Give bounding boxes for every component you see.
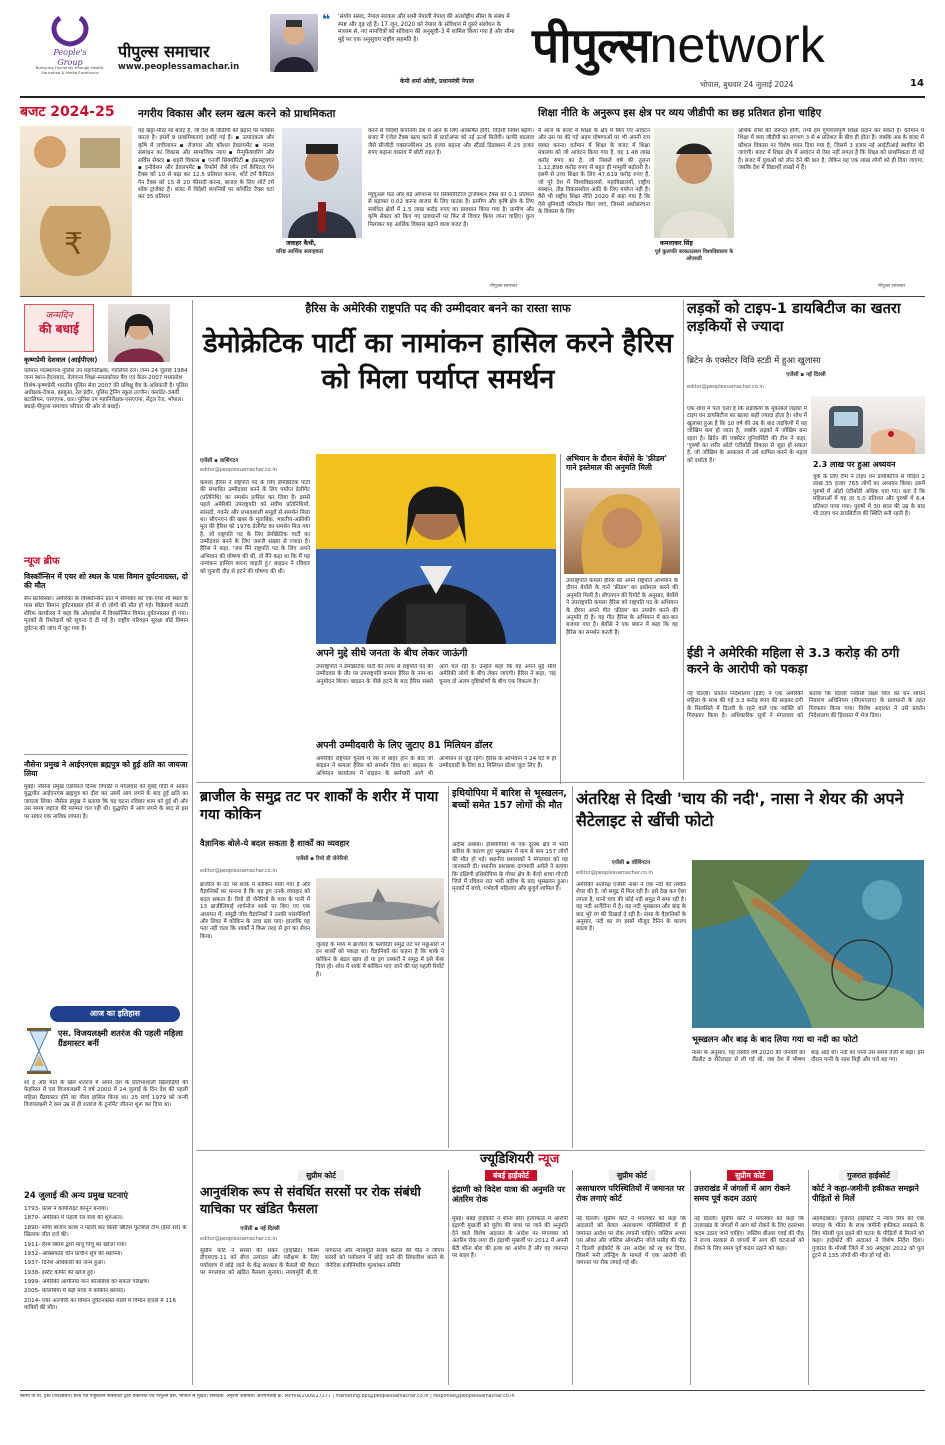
harris-sub-2-body: अमेरिकी राष्ट्रपति चुनाव में रेस से बाहर होने के बाद जो बाइडन ने कमला हैरिस को समर्थन दिया था। बाइडन के अभियान कार्यालय में बाइडन के कर्मचारी आगे भी अभियान से जुड़े रहेंगे। हैरिस के अभियान ने 24 घंटे में ही उम्मीदवारी के लिए 81 मिलियन डॉलर जुटा लिए हैं। [316, 756, 556, 777]
harris-kicker: हैरिस के अमेरिकी राष्ट्रपति पद की उम्मीदवार बनने का रास्ता साफ [305, 302, 571, 315]
brazil-body-1: ब्राजील के तट पर शार्क में कोकिन पाया गया है और वैज्ञानिकों का मानना है कि यह ड्रग उनके व्यवहार को बदल सकता है। रियो डी जेनेरियो के पास के पानी में 13 ब्राजीलियाई शार्पनोज शार्क पर किए गए एक अध्ययन में, समुद्री जीव वैज्ञानिकों ने उनकी मांसपेशियों और लिवर में कोकिन के उच्च स्तर पाए। हालांकि यह पता नहीं चला कि शार्कों ने किस तरह से ड्रग का सेवन किया। [200, 882, 310, 940]
paper-url[interactable]: www.peoplessamachar.in [118, 62, 240, 72]
beyonce-body: उपराष्ट्रपति कमला हैरिस को अपने राष्ट्रपति अभियान के दौरान बेयोंसे के गाने 'फ्रीडम' का इस्तेमाल करने की अनुमति मिली है। सीएनएन की रिपोर्ट के अनुसार, बेयोंसे ने उपराष्ट्रपति कमला हैरिस को राष्ट्रपति पद के अभियान के दौरान अपने गीत 'फ्रीडम' का उपयोग करने की अनुमति दी है। यह गीत हैरिस के अभियान में बार-बार बजाया गया है। बेयोंसे ने एक बयान में कहा कि वह हैरिस का समर्थन करती हैं। [566, 578, 678, 636]
gujarat-body: अहमदाबाद। गुजरात हाईकोर्ट ने न्याय मित्र को एक सप्ताह के भीतर के साथ जमीनी हकीकत समझने के लिए मोरबी पुल ढहने की घटना के पीड़ितों से मिलने को कहा। हाईकोर्ट की अदालत ने विशेष निर्देश दिया। गुजरात के मोरबी जिले में 30 अक्टूबर 2022 को पुल टूटने से 135 लोगों की मौत हो गई थी। [812, 1216, 924, 1259]
gujarat-headline: कोर्ट ने कहा-जमीनी हकीकत समझने पीड़ितों से मिलें [812, 1184, 919, 1203]
group-name: People's Group [53, 48, 87, 67]
glucose-meter-icon [811, 396, 925, 454]
harris-body: कमला हैरिस ने राष्ट्रपति पद के लिए डेमोक्रेटिक पार्टी की संभावित उम्मीदवार बनने के लिए पर्याप्त डेलीगेट (प्रतिनिधि) का समर्थन हासिल कर लिया है। इससे पहले अमेरिकी उपराष्ट्रपति को संघीय प्रतिनिधियों, सांसदों, गवर्नर और प्रभावशाली समूहों से समर्थन मिला था। सीएनएन की खबर के मुताबिक, भारतीय-अफ्रीकी मूल की हैरिस को 1976 डेलीगेट का समर्थन मिल गया है, जो राष्ट्रपति पद के लिए डेमोक्रेटिक पार्टी का उम्मीदवार बनने के लिए जरूरी संख्या से ज्यादा है। हैरिस ने कहा, 'जब मैंने राष्ट्रपति पद के लिए अपने अभियान की घोषणा की थी, तो मैंने कहा था कि मैं यह नामांकन हासिल करना चाहती हूं।' बाइडन ने रविवार को चुनावी दौड़ से हटने की घोषणा की थी। [200, 480, 310, 575]
budget-body-1: यह खट्टा-मीठा सा बजट है, जो देश के जीडीपी को बढ़ाने पर फोकस करता है। इसमें 9 प्राथमिकताएं दर्शाई गई हैं। ▪ उत्पादकता और कृषि में लचीलापन ▪ रोजगार और कौशल डेवलपमेंट ▪ मानव संसाधन का विकास और सामाजिक न्याय ▪ मैन्युफैक्चरिंग और सर्विस सेक्टर ▪ शहरी विकास ▪ एनर्जी सिक्योरिटी ▪ इंफ्रास्ट्रक्चर ▪ इनोवेशन और डेवलपमेंट ▪ रिफॉर्म जैसे लोन टर्म कैपिटल गेन टैक्स को 10 से बढ़ा कर 12.5 प्रतिशत करना, शॉर्ट टर्म कैपिटल गेन टैक्स को 15 से 20 फीसदी करना, बाजार के लिए शॉर्ट टर्म शॉक ट्रांजेक्ट है। बजट में विदेशी कंपनियों पर कॉर्पोरेट टैक्स घटा कर 35 प्रतिशत [138, 128, 274, 201]
history-event: 2005- कोलंबिया मैं बड़ी मात्रा में कोकीन बरामद। [24, 1288, 126, 1295]
news-brief-divider [24, 754, 188, 755]
budget-body-2: करने से विदेशी कंपनियां देश में आने के लिए आकर्षित होंगी, विदेशी निवेश बढ़ेगा। बजट में एंजेल टैक्स खत्म करने से स्टार्टअप्स को नई ऊर्जा मिलेगी। काफी बदलाव जैसे सीजीटी एक्सप्लोरेशन 25 हजार बढ़ाना और स्टैंडर्ड डिडक्शन में 25 हजार रुपए बढ़ाना वास्तव में छोटी राहत है। [368, 128, 534, 157]
sc1-headline: आनुवंशिक रूप से संवर्धित सरसों पर रोक संबंधी याचिका पर खंडित फैसला [200, 1184, 421, 1216]
education-body-1: मैं आज के बजट में शिक्षा के क्षेत्र में किए गए आवंटन और उस पर की गई अहम घोषणाओं पर भी अपनी राय व्यक्त करना। वर्तमान में शिक्षा के बजट में शिक्षा मंत्रालय को जो आवंटन किया गया है, वह 1.48 लाख करोड़ रुपए का है, जो पिछले वर्ष की तुलना 1,12,898 करोड़ रुपए से बहुत ही मामूली बढ़ोतरी है। इसमें से उच्च शिक्षा के लिए 47,619 करोड़ रुपए है, जो पूरे देश में विश्वविद्यालयों, महाविद्यालयों, राष्ट्रीय संस्थान, तीव्र विकासशील आदि के लिए पर्याप्त नहीं है। वैसे भी राष्ट्रीय शिक्षा नीति 2020 में कहा गया है कि ऐसे बुनियादी परिवर्तन किए जाएं, जिससे अधोसंरचना के विकास के लिए [538, 128, 650, 216]
judiciary-label [480, 1152, 559, 1168]
news-brief-headline-2: नौसेना प्रमुख ने आईएनएस ब्रह्मपुत्र को हुई क्षति का जायजा लिया [24, 760, 188, 779]
budget-author-name: जवाहर कैथी, [286, 240, 317, 247]
sc2-tag [576, 1170, 688, 1181]
history-event: 2014- एयर अल्जीरी का विमान दुर्घटनाग्रस्त माली में विमान हादसे में 116 यात्रियों की मौत। [24, 1297, 177, 1312]
brazil-email[interactable]: editor@peoplessamachar.co.in [200, 868, 277, 874]
pm-photo [270, 14, 318, 72]
brazil-deck: वैज्ञानिक बोले-ये बदल सकता है शार्कों का व्यवहार [200, 838, 350, 848]
sc2-story [576, 1170, 688, 1385]
harris-email[interactable]: editor@peoplessamachar.co.in [200, 467, 277, 473]
news-brief-body-1: सैन फ्रांसिस्को। अमेरिका के विस्कॉन्सिन प्रांत में सोमवार को एक एयर शो स्थल के पास छोटा विमान दुर्घटनाग्रस्त होने से दो लोगों की मौत हो गई। विन्नेबागो काउंटी शेरिफ कार्यालय ने कहा कि ओशकोश में विस्कॉन्सिन विमान दुर्घटनाग्रस्त हो गया। मृतकों के रिश्तेदारों को सूचना दे दी गई है। राष्ट्रीय परिवहन सुरक्षा बोर्ड विमान दुर्घटना की जांच में जुट गया है। [24, 596, 188, 632]
person-photo-icon [654, 128, 734, 238]
ethiopia-headline: इथियोपिया में बारिश से भूस्खलन, बच्चों समेत 157 लोगों की मौत [452, 788, 567, 812]
satellite-river-icon [692, 860, 924, 1028]
history-events-title: 24 जुलाई की अन्य प्रमुख घटनाएं [24, 1190, 128, 1200]
mid-divider [196, 782, 925, 783]
dateline: भोपाल, बुधवार 24 जुलाई 2024 [700, 80, 794, 89]
history-event: 1937- दिनेश अधिकारी का जन्म हुआ। [24, 1260, 105, 1267]
budget-author-role: वरिष्ठ आर्थिक सलाहकार [276, 249, 324, 255]
history-label: आज का इतिहास [50, 1006, 180, 1022]
brazil-story [196, 786, 446, 1146]
history-event: 1890- सोवा बाजार बलब ने पहली बार किसी ब्रिटिश फुटबॉल टीम (ईस्ट सरे) के खिलाफ जीत दर्ज की। [24, 1224, 187, 1239]
network-title [532, 14, 825, 77]
nasa-email[interactable]: editor@peoplessamachar.co.in [576, 870, 653, 876]
budget-body-3: म्यूचुअल फंड और बड़े ऑप्शन्स पर सिक्योरिटीज ट्रांजेक्शन टैक्स को 0.1 प्रतिशत से बढ़ाकर 0.02 करना बाजार के लिए घातक है। ग्रामीण और कृषि क्षेत्र के लिए संबंधित क्षेत्रों में 1.5 लाख करोड़ रुपए का प्रावधान किया गया है। ग्रामीण और कृषि सेक्टर को किए गए प्रावधानों पर फिर से विचार किया जाना चाहिए। कुल मिलाकर यह आर्थिक विकास बढ़ाने वाला बजट है। [368, 192, 534, 228]
birthday-name: कृष्णप्रेमी देशवाल (आईपीएस) [24, 356, 98, 364]
footer-text: स्वामी पी.पी. ट्रस्ट (फाउंडेशन) हेल्थ एंड एजुकेशन सोसायटी द्वारा प्रकाशित एवं पीपुल्स प्रेस, भोपाल से मुद्रित। संपादक: अनुराग अग्रवाल। आरएनआई क्र. MPHIN/2009/27277 | marketing.bpl@peoplessamachar.co.in | response@peoplessamachar.co.in [20, 1394, 515, 1399]
sc2-tag-label: सुप्रीम कोर्ट [609, 1170, 655, 1181]
harris-story [196, 300, 680, 780]
history-body: शा ह और मात के खेल शतरंज में अपने देश के प्रतिभाशाली खिलाड़ियों की फेहरिस्त में एस विजयलक्ष्मी ने वर्ष 2000 में 24 जुलाई के दिन देश की पहली महिला ग्रैंडमास्टर होने का गौरव हासिल किया था। 25 मार्च 1979 को जन्मी विजयलक्ष्मी ने कम उम्र से ही शतरंज के टूर्नामेंट जीतना शुरू कर दिया था। [24, 1080, 188, 1109]
person-photo-icon [282, 128, 362, 238]
sc1-tag [196, 1170, 446, 1181]
person-photo-icon [270, 14, 318, 72]
diabetes-photo [811, 396, 925, 454]
history-event: 1793- फ्रांस ने कॉपीराइट कानून बनाया। [24, 1206, 108, 1212]
sc3-body: नई दिल्ली। सुप्रीम कोर्ट ने मंगलवार को कहा कि उत्तराखंड के जंगलों में आग को रोकने के लिए हरसंभव कदम उठाए जाने चाहिए। जस्टिस बीआर गवई की पीठ ने राज्य सरकार से जंगलों में आग की घटनाओं को रोकने के लिए समय पूर्व कदम उठाने को कहा। [694, 1216, 804, 1252]
history-event: 1932- ऑक्सफोर्ड चीन प्राचीन सूत्र की स्थापना। [24, 1250, 123, 1257]
masthead [0, 0, 945, 110]
shark-icon [316, 878, 444, 938]
history-box [20, 1002, 188, 1382]
news-brief-label: न्यूज ब्रीफ [24, 556, 60, 567]
budget-illustration [20, 126, 132, 296]
gujarat-tag [812, 1170, 925, 1181]
person-photo-icon [108, 304, 170, 362]
harris-sub-2: अपनी उम्मीदवारी के लिए जुटाए 81 मिलियन डॉलर [316, 740, 493, 751]
birthday-details: वर्तमान पदस्थापना-पुलिस उप महानिरीक्षक, ग्वालियर रेंज। जन्म-24 जुलाई 1984 जन्म स्थान-हैदराबाद, तेलंगाना शिक्षा-स्नातकोत्तर बैच एवं कैडर-2007 मध्यप्रदेश विशेष-कृष्णप्रेमी भारतीय पुलिस सेवा 2007 की प्रशिक्षु बैच के अधिकारी हैं। पुलिस अधीक्षक-देवास, झाबुआ, रेल इंदौर, पुलिस ट्रेनिंग स्कूल उज्जैन। कमांडेंट-34वीं बटालियन, एसएएफ, धार। पुलिस उप महानिरीक्षक-एसएएफ, सेंट्रल रेंज, भोपाल। बधाई-पीपुल्स समाचार परिवार की ओर से बधाई। [24, 368, 188, 411]
gujarat-story [812, 1170, 925, 1385]
footer-divider [20, 1390, 925, 1391]
birthday-title [24, 304, 94, 352]
news-brief [20, 556, 188, 996]
nasa-story [576, 786, 925, 1146]
education-credit: पीपुल्स समाचार [878, 284, 906, 289]
shark-photo [316, 878, 444, 938]
sc1-byline: एजेंसी ▪ नई दिल्ली [240, 1226, 280, 1232]
bombay-story [452, 1170, 570, 1385]
budget-divider [20, 296, 925, 297]
diabetes-sub-body: यूके के लिए टीम ने टाइप वन डायबिटीज से पीड़ित 2 लाख 35 हजार 765 लोगों का अध्ययन किया। इसमें पुरुषों में ऑटो एंटीबॉडी अधिक पाए गए। बता दें कि महिलाओं में यह दर 5.0 प्रतिशत और पुरुषों में 6.4 प्रतिशत पाया गया। पुरुषों में 30 साल की उम्र के बाद भी टाइप वन डायबिटीज की स्थिति बनी रहती है। [813, 474, 925, 517]
harris-byline: एजेंसी ▪ वाशिंगटन [200, 458, 239, 464]
brazil-byline: एजेंसी ▪ रियो डी जेनेरियो [296, 856, 348, 862]
sc2-divider [572, 1170, 573, 1385]
diabetes-byline: एजेंसी ▪ नई दिल्ली [786, 372, 826, 378]
history-events-list [24, 1206, 188, 1382]
history-event: 1911- हैरम बिंघम द्वारा माचू पिचू का खोजा गया। [24, 1241, 127, 1248]
harris-photo [316, 454, 556, 644]
center-right-divider [683, 300, 684, 780]
sc1-tag-label: सुप्रीम कोर्ट [298, 1170, 344, 1181]
budget-author-photo [282, 128, 362, 238]
history-event: 1999- अमेरिकी आर्मेनिया यान कोलंबिया का सफल परीक्षण। [24, 1279, 150, 1285]
birthday-title-top: जन्मदिन [45, 311, 73, 321]
group-tagline: Nurturing Humanity through Health, Education & Media Excellence [35, 65, 105, 75]
education-author-role: पूर्व कुलपति बरकतउल्ला विश्वविद्यालय के ओएसडी [654, 249, 734, 262]
nasa-body: अमेरिकी अंतरिक्ष एजेंसी नासा ने एक नदी की तस्वीर शेयर की है, जो समुद्र में मिल रही है। इसे देख कर ऐसा लगता है, मानो चाय की कोई नदी समुद्र में समा रही है। यह नदी अर्जेंटीना में है। यह नदी भूस्खलन और बाढ़ के बाद भूरे रंग की दिखाई दे रही है। नासा के वैज्ञानिकों के अनुसार, नदी का रंग इसमें मौजूद टैनिन के कारण बदला है। [576, 882, 686, 933]
peoples-group-logo [40, 14, 100, 67]
bombay-headline: इंद्राणी को विदेश यात्रा की अनुमति पर अंतरिम रोक [452, 1184, 566, 1205]
ed-headline: ईडी ने अमेरिकी महिला से 3.3 करोड़ की ठगी करने के आरोपी को पकड़ा [687, 645, 900, 677]
sc2-headline: असाधारण परिस्थितियों में जमानत पर रोक लगाएं कोर्ट [576, 1184, 685, 1203]
sc3-tag-label: सुप्रीम कोर्ट [727, 1170, 773, 1181]
education-section [538, 100, 925, 295]
nasa-body-2: नासा के अनुसार, यह तस्वीर वर्ष 2020 की जनवरी को लैंडसैट 8 सैटेलाइट से ली गई थी, जब देश में भीषण बाढ़ आई थी। नदी का पानी उस समय तेजी से बढ़ा। इस दौरान पानी के साथ मिट्टी और पत्ते बह गए। [692, 1050, 924, 1064]
svg-text:₹: ₹ [64, 227, 84, 262]
education-author-photo [654, 128, 734, 238]
bombay-body: मुंबई। बंबई हाईकोर्ट ने शीना बोरा हत्याकांड में आरोपी इंद्राणी मुखर्जी को यूरोप की यात्रा पर जाने की अनुमति देने वाले विशेष अदालत के आदेश पर मंगलवार को अंतरिम रोक लगा दी। इंद्राणी मुखर्जी पर 2012 में अपनी बेटी शीना बोरा की हत्या का आरोप है और वह जमानत पर बाहर है। [452, 1216, 568, 1259]
sc1-body: सुप्रीम कोर्ट ने सरसों की संकर (हाइब्रिड) किस्म डीएमएच-11 को बीज उत्पादन और परीक्षण के लिए पर्यावरण में छोड़े जाने के केंद्र सरकार के फैसले की वैधता पर मंगलवार को खंडित फैसला सुनाया। न्यायमूर्ति बी.वी. नागरत्ना और न्यायमूर्ति संजय करोल की पीठ ने जीएम सरसों को पर्यावरण में छोड़े जाने की सिफारिश करने के जेनेटिक इंजीनियरिंग मूल्यांकन समिति [200, 1248, 444, 1277]
sc1-story [196, 1170, 446, 1385]
education-headline: शिक्षा नीति के अनुरूप इस क्षेत्र पर व्यय जीडीपी का छह प्रतिशत होना चाहिए [538, 108, 822, 119]
bombay-divider [448, 1170, 449, 1385]
budget-badge: बजट 2024-25 [20, 104, 115, 120]
paper-name: पीपुल्स समाचार [118, 42, 210, 61]
birthday-title-bottom: की बधाई [39, 322, 79, 337]
pm-quote: 'संयोग संसद, नेपाल सरकार और सभी नेपाली नेपाल की अंतर्राष्ट्रीय सीमा के संबंध में स्पष्ट और दृढ़ रहे हैं। 17 जून, 2020 को नेपाल के संविधान में दूसरे संशोधन के माध्यम से, नए मानचित्रों को संविधान की अनुसूची-3 में शामिल किया गया है और सीमा मुद्दे पर एक अनुसूचय राष्ट्रीय सहमति है। [338, 14, 515, 44]
harris-sub-1-body: उपराष्ट्रपति ने डेमोक्रेटिक पार्टी की तरफ से राष्ट्रपति पद की उम्मीदवार के तौर पर उपराष्ट्रपति कमला हैरिस के नाम का अनुमोदन किया। बाइडन के पीछे हटने के बाद हैरिस सबसे आगे चल रही हैं। उन्होंने कहा कि वह अपने मुद्दे सीधे अमेरिकी लोगों के बीच लेकर जाएंगी। हैरिस ने कहा, 'यह चुनाव दो अलग दृष्टिकोणों के बीच एक विकल्प है।' [316, 664, 556, 685]
nasa-byline: एजेंसी ▪ वॉशिंगटन [611, 860, 651, 866]
birthday-photo [108, 304, 170, 362]
ed-story [687, 645, 925, 780]
left-column-divider [192, 300, 193, 1385]
network-title-en: network [649, 17, 825, 73]
ed-body: नई दिल्ली। प्रवर्तन निदेशालय (ईडी) ने एक अमेरिकी महिला के साथ की गई 3.3 करोड़ रुपए की साइबर ठगी के सिलसिले में दिल्ली के रहने वाले एक व्यक्ति को गिरफ्तार किया है। अधिकारिक सूत्रों ने मंगलवार को बताया कि दिल्ली निवासी लक्ष्य विज को धन शोधन निवारण अधिनियम (पीएमएलए) के प्रावधानों के तहत गिरफ्तार किया गया। विशेष अदालत ने उसे प्रवर्तन निदेशालय की हिरासत में भेज दिया। [687, 691, 925, 720]
person-photo-icon [316, 454, 556, 644]
peoples-group-emblem-icon [40, 14, 100, 48]
gujarat-divider [808, 1170, 809, 1385]
judiciary-label-a: ज्यूडिशियरी [480, 1152, 534, 1167]
diabetes-headline: लड़कों को टाइप-1 डायबिटीज का खतरा लड़कियों से ज्यादा [687, 301, 901, 336]
birthday-box [20, 300, 188, 550]
hourglass-icon [24, 1026, 54, 1076]
budget-credit: पीपुल्स समाचार [490, 284, 518, 289]
ethiopia-body: अदीस अबाबा। इथियोपिया के एक दूरस्थ क्षेत्र में भारी बारिश के कारण हुए भूस्खलन में कम से कम 157 लोगों की मौत हो गई। स्थानीय प्रशासकों ने मंगलवार को यह जानकारी दी। स्थानीय प्रशासक दागमावी अयेले ने बताया कि दक्षिणी इथियोपिया के गोफा क्षेत्र के केंचो शाचा गोज्दी जिले में रविवार रात भारी बारिश के बाद भूस्खलन हुआ। मृतकों में बच्चे, गर्भवती महिलाएं और बुजुर्ग शामिल हैं। [452, 842, 568, 893]
ethiopia-divider [448, 786, 449, 1148]
beyonce-headline: अभियान के दौरान बेयोंसे के 'फ्रीडम' गाने इस्तेमाल की अनुमति मिली [566, 454, 667, 473]
nasa-satellite-photo [692, 860, 924, 1028]
network-title-hi: पीपुल्स [532, 18, 650, 74]
ethiopia-story [452, 786, 570, 1146]
diabetes-deck: ब्रिटेन के एक्सेटर विवि स्टडी में हुआ खुलासा [687, 356, 821, 366]
sc3-tag [694, 1170, 806, 1181]
sc3-divider [690, 1170, 691, 1385]
quote-icon: ❝ [322, 12, 331, 28]
rupee-money-bag-icon [20, 126, 132, 296]
bombay-tag-label: बंबई हाईकोर्ट [485, 1170, 537, 1181]
budget-headline: नगरीय विकास और स्लम खत्म करने को प्राथमिकता [138, 108, 336, 120]
diabetes-story [687, 300, 925, 645]
harris-headline: डेमोक्रेटिक पार्टी का नामांकन हासिल करने हैरिस को मिला पर्याप्त समर्थन [203, 328, 673, 396]
diabetes-sub: 2.3 लाख पर हुआ अध्ययन [813, 460, 896, 469]
history-headline: एस. विजयलक्ष्मी शतरंज की पहली महिला ग्रैंडमास्टर बनीं [58, 1028, 183, 1049]
judiciary-divider [196, 1150, 925, 1151]
diabetes-email[interactable]: editor@peoplessamachar.co.in [687, 384, 764, 390]
education-author-name: कमलाकर सिंह [660, 240, 693, 247]
history-event: 1938- इंस्टैंट कॉफी की खोज हुई। [24, 1269, 95, 1276]
sc3-story [694, 1170, 806, 1385]
person-photo-icon [564, 488, 680, 574]
judiciary-label-b: न्यूज [538, 1152, 560, 1167]
news-brief-headline-1: विस्कॉन्सिन में एयर शो स्थल के पास विमान दुर्घटनाग्रस्त, दो की मौत [24, 572, 188, 591]
brazil-headline: ब्राजील के समुद्र तट पर शार्कों के शरीर में पाया गया कोकिन [200, 789, 439, 824]
pm-quote-author: केपी शर्मा ओली, प्रधानमंत्री नेपाल [400, 78, 474, 85]
masthead-divider [20, 96, 925, 98]
brazil-body-2: जुलाई के मध्य में ब्राजील के फ्लोरिडा समुद्र तट पर मछुआरों ने इन शार्कों को पकड़ा था। वैज्ञानिकों का कहना है कि शार्क ने कोकिन के बंडल खाए हों या ड्रग तस्करों ने समुद्र में इसे फेंक दिया हो। शोध में शार्क में कोकिन पाए जाने की यह पहली रिपोर्ट है। [316, 942, 444, 978]
beyonce-photo [564, 488, 680, 574]
education-body-2: अधिक राशि की जरूरत होगी, तभी हम गुणवत्तापूर्ण शिक्षा प्रदान कर सकते हैं। वर्तमान में शिक्षा में व्यय जीडीपी का लगभग 3 से 4 प्रतिशत के बीच ही होता है। जबकि अब के बजट में कौशल विकास पर विशेष ध्यान दिया गया है, जिसमें 3 हजार नई आईटीआई स्थापित की जाएंगी। बजट में शिक्षा क्षेत्र में आवंटन से ऐसा नहीं लगता है कि शिक्षा को प्राथमिकता दी गई है। बजट में युवाओं को लोन देने की बात है, लेकिन यह एक लाख लोगों को ही दिया जाएगा, जबकि देश में विद्यार्थी लाखों में हैं। [738, 128, 924, 171]
sc1-email[interactable]: editor@peoplessamachar.co.in [200, 1236, 277, 1242]
page-number: 14 [910, 78, 924, 89]
beyonce-divider [560, 454, 561, 784]
history-event: 1870- अमेरिका में पहली रेल सेवा की शुरुआत। [24, 1215, 123, 1222]
gujarat-tag-label: गुजरात हाईकोर्ट [839, 1170, 898, 1181]
nasa-caption: भूस्खलन और बाढ़ के बाद लिया गया था नदी का फोटो [692, 1034, 858, 1044]
sc3-headline: उत्तराखंड में जंगलों में आग रोकने समय पूर्व कदम उठाएं [694, 1184, 791, 1203]
sc2-body: नई दिल्ली। सुप्रीम कोर्ट ने मंगलवार को कहा कि अदालतों को केवल असाधारण परिस्थितियों में ही जमानत आदेश पर रोक लगानी चाहिए। जस्टिस अभय एस ओका और जस्टिस ऑगस्टीन जॉर्ज मसीह की पीठ ने दिल्ली हाईकोर्ट के उस आदेश को रद्द कर दिया, जिसमें मनी लॉन्ड्रिंग के मामले में एक आरोपी की जमानत पर रोक लगाई गई थी। [576, 1216, 686, 1267]
harris-sub-1: अपने मुद्दे सीधे जनता के बीच लेकर जाऊंगी [316, 648, 468, 659]
bombay-tag [452, 1170, 570, 1181]
nasa-headline: अंतरिक्ष से दिखी 'चाय की नदी', नासा ने शेयर की अपने सैटेलाइट से खींची फोटो [576, 789, 904, 830]
news-brief-body-2: मुंबई। नौसेना प्रमुख एडमिरल दिनेश त्रिपाठी ने मंगलवार को मुंबई गोदी में आकर युद्धपोत आईएनएस ब्रह्मपुत्र का दौरा कर उसमें आग लगने के बाद हुई क्षति का जायजा लिया। नौसेना प्रमुख ने बताया कि यह घटना रविवार शाम को हुई थी और उस समय जहाज की मरम्मत चल रही थी। युद्धपोत में आग लगने के बाद से इस पर सवार एक नाविक लापता है। [24, 784, 188, 820]
budget-section [20, 100, 535, 295]
diabetes-body: एक शोध में पता चला है कि लड़कियों के मुकाबले लड़कों में टाइप वन डायबिटीज का खतरा कहीं ज्यादा होता है। शोध में खुलासा हुआ है कि 10 वर्ष की उम्र के बाद लड़कियों में यह जोखिम कम हो जाता है, जबकि लड़कों में जोखिम बना रहता है। ब्रिटेन की एक्सेटर यूनिवर्सिटी की टीम ने कहा, 'पुरुषों का शरीर ऑटो एंटीबॉडी विकास से जुड़ा हो सकता है, जो जोखिम के आकलन में उसे शामिल करने के महत्व को दर्शाता है।' [687, 406, 807, 464]
nasa-divider [572, 786, 573, 1148]
